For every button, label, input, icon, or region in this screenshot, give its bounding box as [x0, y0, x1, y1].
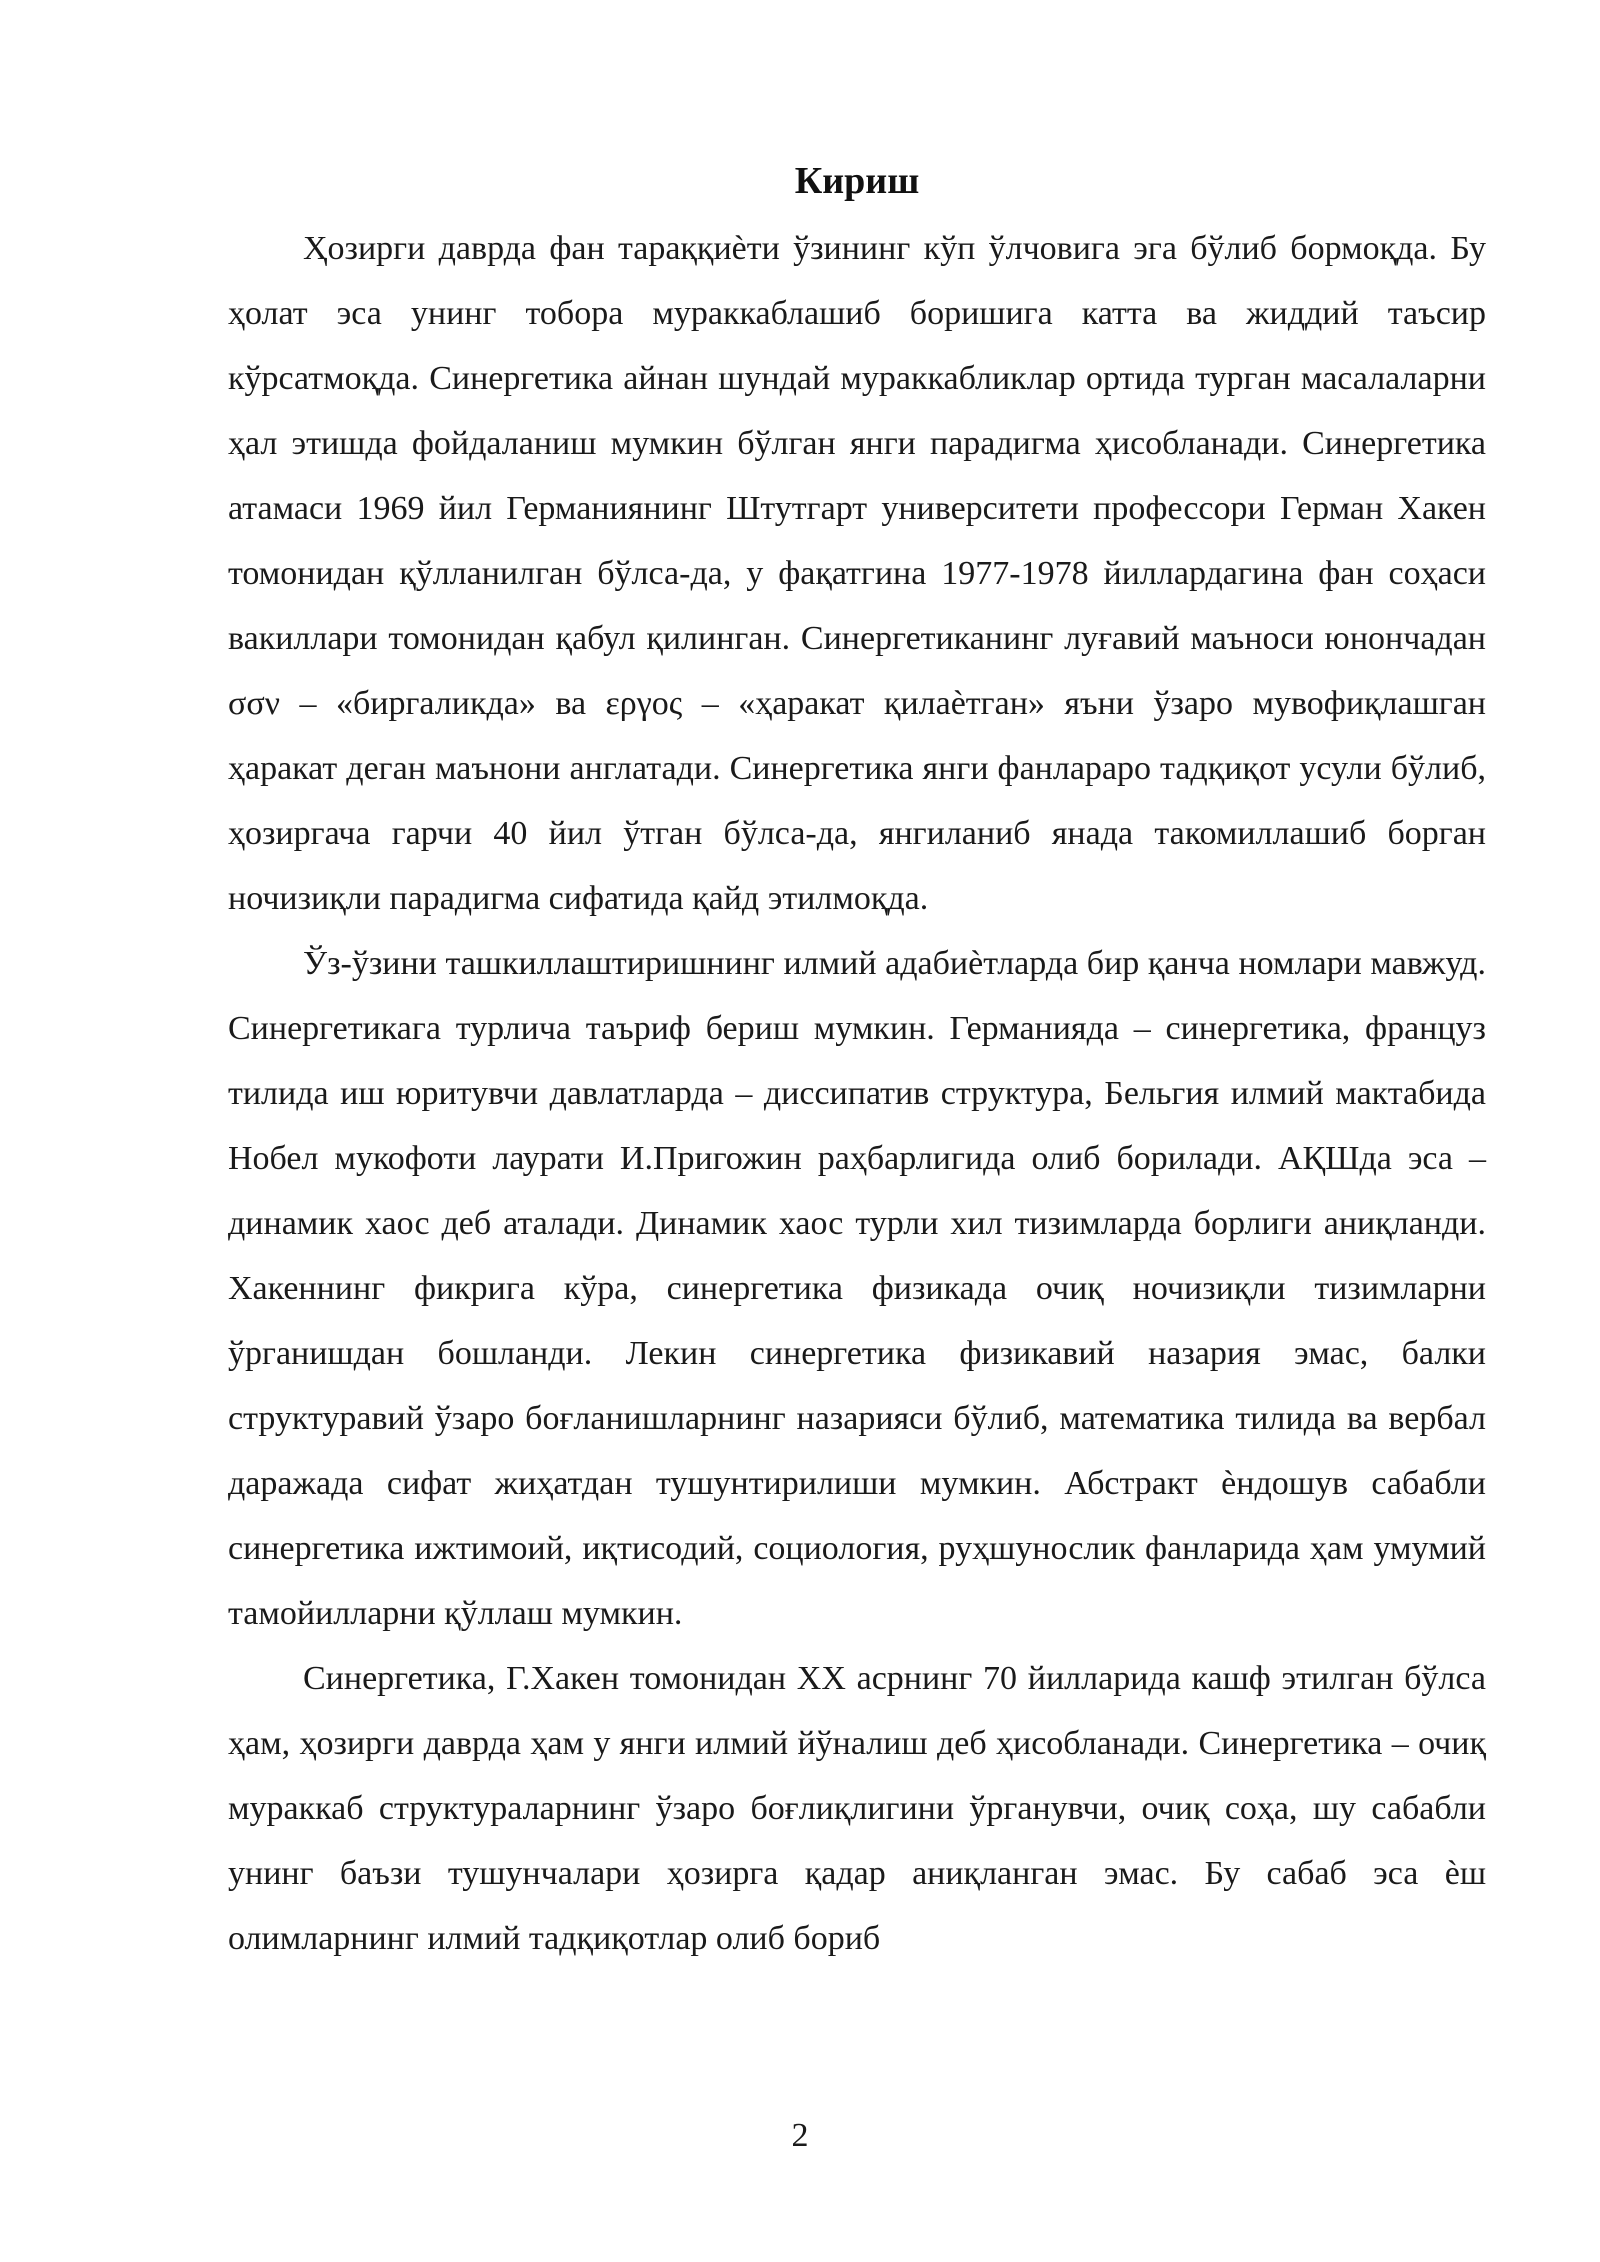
paragraph-2: Ўз-ўзини ташкиллаштиришнинг илмий адабиѐтларда бир қанча номлари мавжуд. Синергетикага турлича таъриф бериш мумкин. Германияда – синергетика, француз тилида иш юритувчи давлатларда – диссипатив структура, Бельгия илмий мактабида Нобел мукофоти лаурати И.Пригожин раҳбарлигида олиб борилади. АҚШда эса – динамик хаос деб аталади. Динамик хаос турли хил тизимларда борлиги аниқланди. Хакеннинг фикрига кўра, синергетика физикада очиқ ночизиқли тизимларни ўрганишдан бошланди. Лекин синергетика физикавий назария эмас, балки структуравий ўзаро боғланишларнинг назарияси бўлиб, математика тилида ва вербал даражада сифат жиҳатдан тушунтирилиши мумкин. Абстракт ѐндошув сабабли синергетика ижтимоий, иқтисодий, социология, руҳшунослик фанларида ҳам умумий тамойилларни қўллаш мумкин. [228, 945, 1486, 1632]
page-content [228, 150, 1486, 1971]
paragraph-3: Синергетика, Г.Хакен томонидан XX асрнинг 70 йилларида кашф этилган бўлса ҳам, ҳозирги даврда ҳам у янги илмий йўналиш деб ҳисобланади. Синергетика – очиқ мураккаб структураларнинг ўзаро боғлиқлигини ўрганувчи, очиқ соҳа, шу сабабли унинг баъзи тушунчалари ҳозирга қадар аниқланган эмас. Бу сабаб эса ѐш олимларнинг илмий тадқиқотлар олиб бориб [228, 1660, 1486, 1957]
paragraph-1: Ҳозирги даврда фан тараққиѐти ўзининг кўп ўлчовига эга бўлиб бормоқда. Бу ҳолат эса унинг тобора мураккаблашиб боришига катта ва жиддий таъсир кўрсатмоқда. Синергетика айнан шундай мураккабликлар ортида турган масалаларни ҳал этишда фойдаланиш мумкин бўлган янги парадигма ҳисобланади. Синергетика атамаси 1969 йил Германиянинг Штутгарт университети профессори Герман Хакен томонидан қўлланилган бўлса-да, у фақатгина 1977-1978 йиллардагина фан соҳаси вакиллари томонидан қабул қилинган. Синергетиканинг луғавий маъноси юнончадан σσν – «биргаликда» ва εργος – «ҳаракат қилаѐтган» яъни ўзаро мувофиқлашган ҳаракат деган маънони англатади. Синергетика янги фанлараро тадқиқот усули бўлиб, ҳозиргача гарчи 40 йил ўтган бўлса-да, янгиланиб янада такомиллашиб борган ночизиқли парадигма сифатида қайд этилмоқда. [228, 230, 1486, 917]
section-title: Кириш [794, 160, 920, 202]
page-number: 2 [791, 2117, 809, 2154]
